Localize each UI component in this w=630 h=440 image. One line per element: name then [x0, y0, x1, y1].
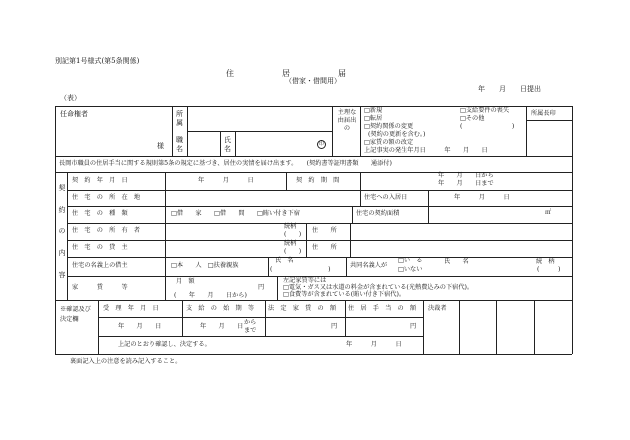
sama-label: 様 [157, 142, 164, 150]
confirm-side-label: ※確認及び決定欄 [60, 306, 91, 323]
contract-period-from[interactable]: 年 月 日から [438, 172, 494, 179]
contract-period-to[interactable]: 年 月 日まで [438, 180, 494, 187]
receipt-date-value[interactable]: 年 月 日 [118, 323, 162, 330]
front-side-label: （表） [60, 94, 81, 102]
monthly-amount-label: 月 額 [176, 278, 195, 285]
address-label: 住 宅 の 所 在 地 [72, 194, 141, 201]
nominal-borrower-options[interactable]: □本 人 □扶養親族 [171, 262, 239, 269]
statement-text: 長岡市職員の住居手当に関する規則第5条の規定に基づき、居住の実情を届け出ます。 (契約書等証明書類 通添付) [59, 160, 392, 167]
footer-note: 裏面記入上の注意を読み記入すること。 [70, 358, 182, 365]
owner-address-label: 住 所 [312, 227, 337, 234]
nominal-borrower-label: 住宅の名義上の借主 [72, 262, 128, 269]
shozoku-label: 所属 [176, 110, 183, 128]
contract-period-label: 契 約 期 間 [296, 177, 340, 184]
lender-address-label: 住 所 [312, 244, 337, 251]
rent-from-date[interactable]: ( 年 月 日から) [174, 292, 247, 299]
reason-rent-revision[interactable]: □家賃の額の改定 [364, 139, 414, 146]
rent-note-meals[interactable]: □食費等が含まれている(賄い付き下宿代)。 [283, 291, 406, 298]
co-holder-yes[interactable]: □い る [398, 257, 423, 264]
submission-date[interactable]: 年 月 日提出 [478, 85, 541, 93]
seal-mark: 印 [318, 141, 324, 147]
shozoku-field[interactable] [188, 107, 331, 130]
nominal-name-field[interactable]: ( ) [270, 266, 331, 273]
co-holder-label: 共同名義人が [350, 262, 388, 269]
reason-other[interactable]: □その他 [460, 115, 485, 122]
allowance-header: 住 居 手 当 の 額 [348, 305, 417, 312]
occurrence-date[interactable]: 上記事実の発生年月日 年 月 日 [364, 147, 488, 154]
decision-date[interactable]: 年 月 日 [346, 341, 402, 348]
chief-seal-label: 所属長印 [531, 110, 556, 117]
reason-label: 主理な由届出の [337, 109, 357, 132]
owner-zokugara: 続柄 [284, 223, 297, 230]
rent-yen[interactable]: 円 [258, 284, 265, 291]
contract-date-label: 契 約 年 月 日 [72, 177, 128, 184]
rent-note-utilities[interactable]: □電気・ガス又は水道の料金が含まれている(光熱費込みの下宿代)。 [283, 284, 474, 291]
co-holder-no[interactable]: □いない [398, 266, 423, 273]
reason-renewal-note: (契約の更新を含む。) [368, 131, 426, 138]
receipt-date-header: 受 理 年 月 日 [103, 305, 159, 312]
allowance-yen[interactable]: 円 [410, 323, 417, 330]
lender-label: 住 宅 の 貸 主 [72, 244, 128, 251]
reason-contract-change[interactable]: □契約関係の変更 [364, 123, 414, 130]
nominal-name-label: 氏 名 [275, 257, 294, 264]
payment-kara: から [244, 319, 257, 326]
rent-note-1: 左記家賃等には [283, 277, 327, 284]
area-unit: ㎡ [545, 209, 552, 216]
lender-zokugara-paren[interactable]: ( ) [284, 248, 302, 255]
shokumei-label: 職名 [176, 136, 183, 154]
co-holder-name-label: 氏 名 [444, 258, 469, 265]
house-kind-label: 住 宅 の 種 類 [72, 210, 128, 217]
owner-label: 住 宅 の 所 有 者 [72, 227, 141, 234]
reason-move[interactable]: □転居 [364, 115, 383, 122]
rent-label: 家 賃 等 [72, 284, 128, 291]
payment-start-header: 支 給 の 始 期 等 [186, 305, 255, 312]
reason-other-detail[interactable]: ( ) [460, 123, 515, 130]
house-kind-options[interactable]: □借 家 □借 間 □賄い付き下宿 [171, 210, 300, 217]
shimei-field[interactable] [236, 132, 316, 155]
contract-date-value[interactable]: 年 月 日 [198, 177, 254, 184]
approver-header: 決裁者 [428, 305, 447, 312]
movein-value[interactable]: 年 月 日 [454, 194, 510, 201]
legal-rent-header: 法 定 家 賃 の 額 [268, 305, 337, 312]
shimei-label: 氏名 [224, 136, 231, 154]
decision-statement: 上記のとおり確認し、決定する。 [118, 341, 211, 348]
reason-lost-eligibility[interactable]: □支給要件の喪失 [460, 107, 510, 114]
contract-side-label: 契約の内容 [58, 184, 66, 279]
payment-start-value[interactable]: 年 月 日 [200, 323, 244, 330]
form-title: 住 居 届 [226, 69, 346, 78]
movein-label: 住宅への入居日 [364, 194, 408, 201]
owner-zokugara-paren[interactable]: ( ) [284, 231, 302, 238]
reason-new[interactable]: □新規 [364, 107, 383, 114]
form-number: 別記第1号様式(第5条関係) [55, 57, 140, 65]
payment-made: まで [244, 327, 257, 334]
form-subtitle: （借家・借間用） [285, 77, 341, 85]
address-field[interactable] [166, 191, 359, 205]
appointer-label: 任命権者 [60, 110, 88, 118]
shokumei-field[interactable] [188, 132, 219, 155]
co-holder-zokugara-field[interactable]: ( ) [537, 266, 561, 273]
legal-rent-yen[interactable]: 円 [331, 323, 338, 330]
co-holder-zokugara-label: 続 柄 [536, 258, 555, 265]
lender-zokugara: 続柄 [284, 240, 297, 247]
contract-area-label: 住宅の契約面積 [356, 210, 400, 217]
